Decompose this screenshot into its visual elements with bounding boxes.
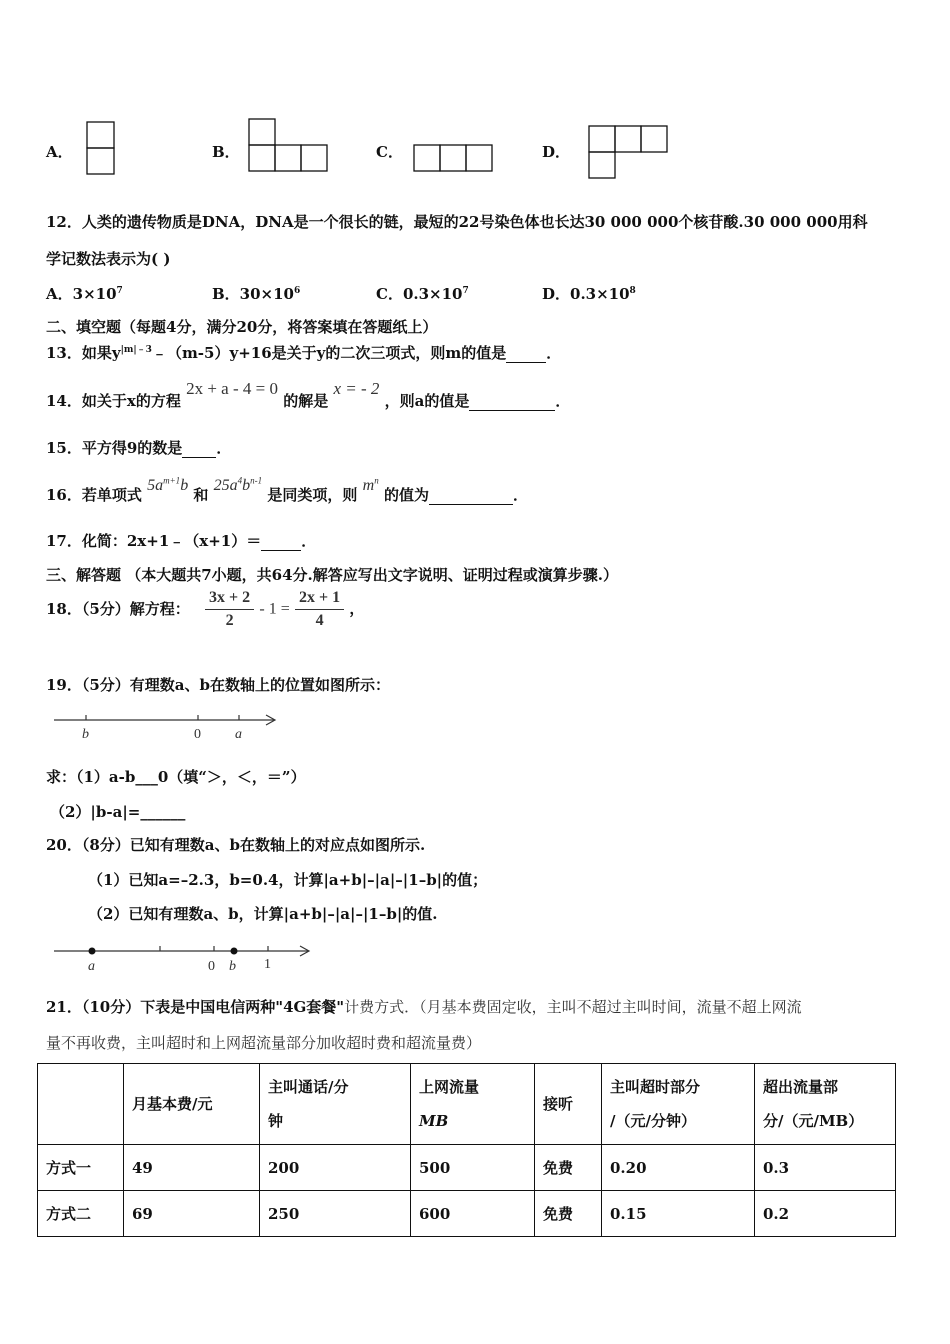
q20-axis-label-zero: 0 (208, 959, 215, 974)
table-header-cell: 主叫超时部分 /（元/分钟） (602, 1064, 755, 1145)
q19-ask2: （2）|b-a|=______ (50, 803, 186, 821)
table-cell: 49 (124, 1145, 260, 1191)
table-header-cell: 月基本费/元 (124, 1064, 260, 1145)
table-cell: 0.20 (602, 1145, 755, 1191)
q18: 18．（5分）解方程： $\frac{3x + 2}{2}$ - 1 = $\frac{2x + 1}{4}$ ， (46, 589, 365, 629)
option-a-figure (86, 121, 116, 177)
q20-axis-label-b: b (229, 959, 236, 974)
q12-option-c: C．$0.3\times 10^7$ (376, 285, 469, 303)
section3-title: 三、解答题 （本大题共7小题，共64分.解答应写出文字说明、证明过程或演算步骤.） (46, 566, 618, 584)
table-row (38, 1145, 896, 1191)
q19-axis-label-zero: 0 (194, 727, 201, 742)
q18-lhs-fraction: $\frac{3x + 2}{2}$ (205, 589, 254, 630)
section2-title: 二、填空题（每题4分，满分20分，将答案填在答题纸上） (46, 318, 438, 336)
table-cell: 600 (411, 1191, 535, 1237)
option-c-figure (413, 144, 495, 174)
q19-axis-label-b: b (82, 727, 89, 742)
table-cell: 0.3 (755, 1145, 896, 1191)
option-d-figure (588, 125, 670, 181)
table-cell: 0.15 (602, 1191, 755, 1237)
q14-solution: x = - 2 (333, 379, 380, 398)
table-cell: 200 (260, 1145, 411, 1191)
q20-part1: （1）已知a=–2.3，b=0.4，计算|a+b|–|a|–|1–b|的值； (88, 871, 488, 889)
table-row (38, 1191, 896, 1237)
q21-text-line2: 量不再收费，主叫超时和上网超流量部分加收超时费和超流量费） (46, 1034, 482, 1052)
option-d-label: D． (542, 143, 571, 161)
option-b-label: B． (212, 143, 240, 161)
q18-rhs-fraction: $\frac{2x + 1}{4}$ (295, 589, 344, 630)
q12-option-d: D．$0.3\times 10^8$ (542, 285, 636, 303)
table-cell: 方式一 (38, 1145, 124, 1191)
q17: 17．化简：2x+1﹣（x+1）＝ ． (46, 532, 317, 550)
table-cell: 0.2 (755, 1191, 896, 1237)
q12-option-a: A．$3\times 10^7$ (46, 285, 123, 303)
table-header-cell: 超出流量部 分/（元/MB） (755, 1064, 896, 1145)
q20-axis-label-one: 1 (264, 957, 271, 972)
table-header-cell: 接听 (535, 1064, 602, 1145)
q16-monomial-1: $5a^{m+1}b$ (147, 475, 189, 494)
table-header-cell: 主叫通话/分 钟 (260, 1064, 411, 1145)
q21-text-line1: 21．（10分）下表是中国电信两种"4G套餐"计费方式．（月基本费固定收，主叫不超过主叫时间，流量不超上网流 (46, 998, 802, 1016)
option-a-label: A． (46, 143, 73, 161)
q12-option-b: B．$30\times 10^6$ (212, 285, 301, 303)
table-cell: 方式二 (38, 1191, 124, 1237)
fee-table (37, 1063, 896, 1237)
q20-part2: （2）已知有理数a、b，计算|a+b|–|a|–|1–b|的值. (88, 905, 438, 923)
option-b-figure (248, 118, 330, 174)
q19-number-line (50, 710, 285, 744)
q14-equation: 2x + a - 4 = 0 (186, 379, 278, 398)
table-header-row (38, 1064, 896, 1145)
q16-expression: $m^n$ (362, 475, 379, 494)
q19-axis-label-a: a (235, 727, 242, 742)
q20-text: 20．（8分）已知有理数a、b在数轴上的对应点如图所示. (46, 836, 426, 854)
q19-text: 19．（5分）有理数a、b在数轴上的位置如图所示： (46, 676, 391, 694)
q13: 13．如果$y^{|m|﹣3}﹣(m-5)y+16$是关于y的二次三项式，则m的值是 ． (46, 344, 562, 362)
q12-text-line1: 12．人类的遗传物质是DNA，DNA是一个很长的链，最短的22号染色体也长达30 000 000个核苷酸.30 000 000用科 (46, 213, 868, 231)
q16-monomial-2: $25a^4b^{n-1}$ (213, 475, 263, 494)
table-cell: 免费 (535, 1191, 602, 1237)
q15: 15．平方得9的数是 ． (46, 439, 232, 457)
q20-number-line (50, 940, 320, 976)
table-header-cell (38, 1064, 124, 1145)
q12-text-line2: 学记数法表示为( ) (46, 250, 171, 268)
table-cell: 250 (260, 1191, 411, 1237)
table-cell: 500 (411, 1145, 535, 1191)
q16: 16．若单项式 $5a^{m+1}b$ 和 $25a^4b^{n-1}$ 是同类项，则 $m^n$ 的值为 ． (46, 475, 528, 504)
table-cell: 免费 (535, 1145, 602, 1191)
q19-ask1: 求：（1）a-b___0（填“＞，＜，＝”） (46, 768, 306, 786)
table-cell: 69 (124, 1191, 260, 1237)
table-header-cell: 上网流量 MB (411, 1064, 535, 1145)
q14: 14．如关于x的方程 2x + a - 4 = 0 的解是 x = - 2 ，则a的值是 ． (46, 379, 571, 410)
q20-axis-label-a: a (88, 959, 95, 974)
option-c-label: C． (376, 143, 403, 161)
